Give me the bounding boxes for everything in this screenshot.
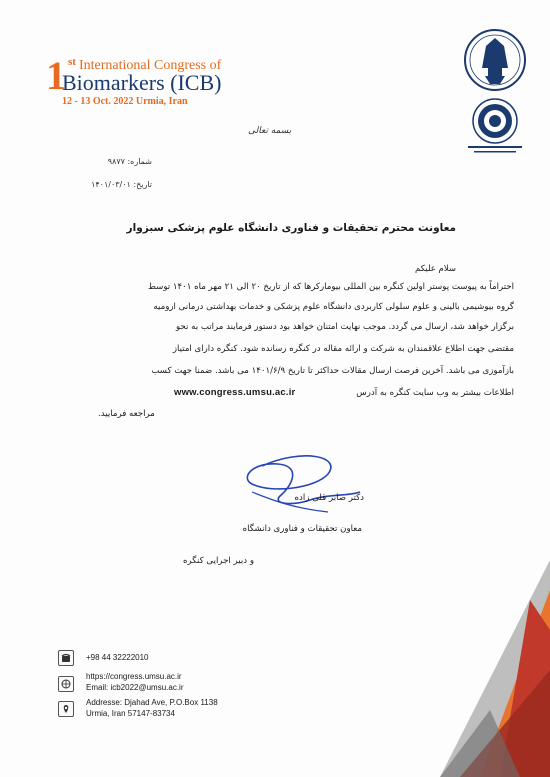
body-line: گروه بیوشیمی بالینی و علوم سلولی کاربردی دانشگاه علوم پزشکی و خدمات بهداشتی درمانی ارومیه (153, 302, 514, 312)
letter-number: شماره: ۹۸۷۷ (107, 157, 152, 166)
footer-email[interactable]: Email: icb2022@umsu.ac.ir (86, 683, 184, 692)
body-line: برگزار خواهد شد، ارسال می گردد. موجب نهایت امتنان خواهد بود دستور فرمایند مراتب به نحو (176, 322, 514, 332)
body-line: مقتضی جهت اطلاع علاقمندان به شرکت و ارائه مقاله در کنگره رسانده شود. کنگره دارای امتیاز (172, 344, 514, 354)
footer-phone: +98 44 32222010 (86, 653, 149, 662)
signatory-name: دکتر صابر قلی زاده (294, 493, 364, 503)
handwritten-signature (232, 452, 362, 528)
signatory-title: معاون تحقیقات و فناوری دانشگاه (242, 524, 362, 534)
footer-address-line2: Urmia, Iran 57147-83734 (86, 709, 175, 718)
decorative-corner-graphic (380, 560, 550, 777)
letter-date: تاریخ: ۱۴۰۱/۰۳/۰۱ (91, 180, 152, 189)
signatory-title-secondary: و دبیر اجرایی کنگره (183, 556, 254, 566)
footer-website[interactable]: https://congress.umsu.ac.ir (86, 672, 182, 681)
recipient: معاونت محترم تحقیقات و فناوری دانشگاه علوم پزشکی سبزوار (126, 222, 456, 234)
university-emblem-icon (460, 18, 530, 158)
footer-address-line1: Addresse: Djahad Ave, P.O.Box 1138 (86, 698, 218, 707)
location-pin-icon (58, 701, 74, 717)
congress-website-link[interactable]: www.congress.umsu.ac.ir (174, 387, 296, 398)
congress-logo (46, 52, 286, 112)
phone-icon (58, 650, 74, 666)
body-end: مراجعه فرمایید. (98, 409, 155, 419)
congress-ordinal: st (68, 56, 76, 68)
globe-icon (58, 676, 74, 692)
basmala: بسمه تعالی (248, 126, 292, 136)
congress-number: 1 (46, 53, 66, 98)
congress-dates: 12 - 13 Oct. 2022 Urmia, Iran (62, 96, 188, 107)
greeting: سلام علیکم (415, 264, 456, 274)
body-line: اطلاعات بیشتر به وب سایت کنگره به آدرس (356, 388, 514, 398)
body-line: بازآموزی می باشد. آخرین فرصت ارسال مقالات حداکثر تا تاریخ ۱۴۰۱/۶/۹ می باشد. ضمنا جهت کسب (151, 366, 514, 376)
body-line: احتراماً به پیوست پوستر اولین کنگره بین المللی بیومارکرها که از تاریخ ۲۰ الی ۲۱ مهر ماه ۱۴۰۱ توسط (147, 282, 514, 292)
congress-title-line2: Biomarkers (ICB) (62, 70, 222, 95)
congress-title-line1: International Congress of (79, 58, 222, 73)
